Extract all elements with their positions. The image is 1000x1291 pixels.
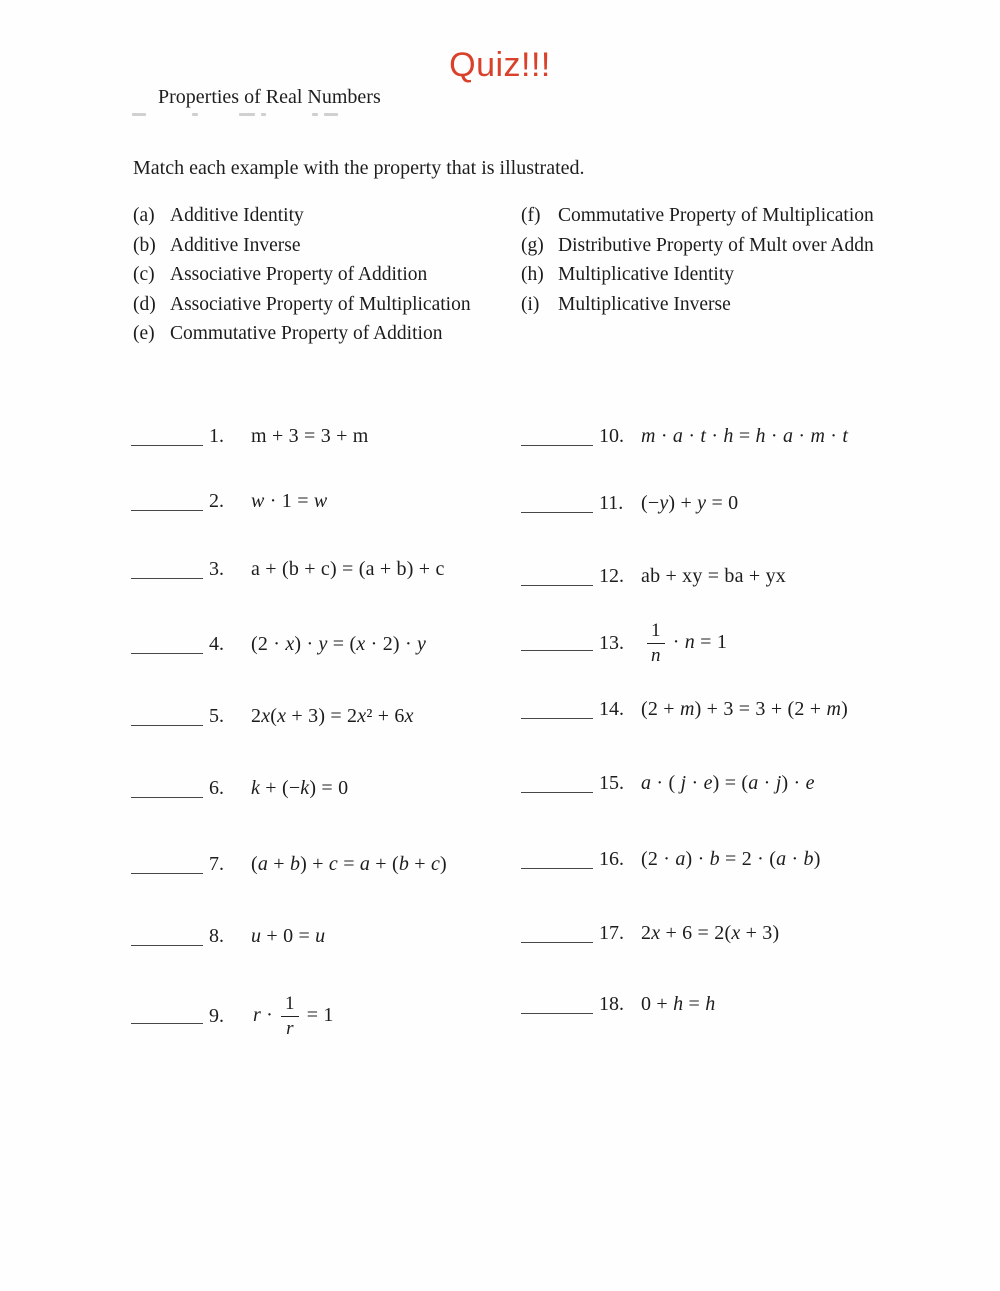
property-key: (g) (521, 234, 544, 256)
question-row-2 (131, 490, 327, 513)
answer-blank[interactable] (131, 931, 203, 946)
question-row-17 (521, 922, 779, 945)
answer-blank[interactable] (521, 704, 593, 719)
question-row-14 (521, 698, 848, 721)
property-label: Associative Property of Multiplication (170, 293, 471, 315)
question-row-12 (521, 565, 786, 588)
question-row-16 (521, 848, 821, 871)
question-equation: 2x + 6 = 2(x + 3) (641, 922, 780, 944)
answer-blank[interactable] (131, 564, 203, 579)
property-label: Distributive Property of Mult over Addn (558, 234, 874, 256)
property-key: (h) (521, 264, 544, 286)
property-label: Commutative Property of Multiplication (558, 205, 874, 226)
fraction (281, 993, 299, 1039)
question-number: 15. (599, 772, 624, 794)
question-row-1 (131, 425, 369, 448)
fraction-numerator: 1 (647, 620, 665, 643)
fraction-denominator: r (286, 1017, 294, 1039)
answer-blank[interactable] (131, 639, 203, 654)
equation-suffix: · n = 1 (672, 630, 728, 653)
answer-blank[interactable] (131, 496, 203, 511)
question-equation: m + 3 = 3 + m (251, 425, 369, 447)
question-number: 17. (599, 922, 624, 944)
property-label: Additive Inverse (170, 234, 301, 256)
question-equation: 0 + h = h (641, 993, 716, 1015)
question-number: 10. (599, 425, 624, 447)
question-equation: (2 · a) · b = 2 · (a · b) (641, 848, 821, 870)
question-row-4 (131, 633, 426, 656)
answer-blank[interactable] (521, 636, 593, 651)
property-item-a (133, 201, 471, 231)
answer-blank[interactable] (521, 571, 593, 586)
equation-prefix: r · (253, 1003, 274, 1026)
answer-blank[interactable] (521, 431, 593, 446)
question-number: 2. (209, 490, 224, 512)
clipped-text-artifact-bar (132, 113, 146, 116)
question-equation (251, 993, 336, 1039)
answer-blank[interactable] (521, 854, 593, 869)
question-number: 3. (209, 558, 224, 580)
property-item-g (521, 231, 874, 261)
answer-blank[interactable] (521, 928, 593, 943)
question-equation: ab + xy = ba + yx (641, 565, 786, 587)
property-key: (d) (133, 293, 156, 315)
fraction-numerator: 1 (281, 993, 299, 1016)
question-equation: k + (−k) = 0 (251, 777, 349, 799)
question-equation: u + 0 = u (251, 925, 326, 947)
property-key: (b) (133, 234, 156, 256)
question-equation: (2 · x) · y = (x · 2) · y (251, 633, 427, 655)
question-row-18 (521, 993, 715, 1016)
question-number: 14. (599, 698, 624, 720)
question-number: 9. (209, 1004, 224, 1027)
question-row-3 (131, 558, 445, 581)
property-key: (f) (521, 205, 541, 226)
question-number: 18. (599, 993, 624, 1015)
property-item-f (521, 201, 874, 231)
property-list-right (521, 201, 874, 319)
property-item-h (521, 260, 874, 290)
clipped-text-artifact-bar (192, 113, 198, 116)
answer-blank[interactable] (521, 778, 593, 793)
answer-blank[interactable] (131, 711, 203, 726)
property-label: Associative Property of Addition (170, 264, 428, 286)
quiz-title: Quiz!!! (449, 46, 551, 84)
fraction-denominator: n (651, 644, 661, 666)
question-row-6 (131, 777, 348, 800)
question-number: 12. (599, 565, 624, 587)
question-row-13 (521, 617, 729, 669)
question-equation: a + (b + c) = (a + b) + c (251, 558, 445, 580)
property-label: Commutative Property of Addition (170, 323, 443, 345)
question-equation (641, 620, 729, 666)
question-row-9 (131, 990, 336, 1042)
question-equation: w · 1 = w (251, 490, 328, 512)
property-key: (a) (133, 205, 155, 226)
property-list-left (133, 201, 471, 349)
question-number: 11. (599, 492, 624, 514)
question-equation: a · ( j · e) = (a · j) · e (641, 772, 815, 794)
question-equation: 2x(x + 3) = 2x² + 6x (251, 705, 414, 727)
question-row-15 (521, 772, 815, 795)
answer-blank[interactable] (521, 999, 593, 1014)
question-equation: (a + b) + c = a + (b + c) (251, 853, 447, 875)
property-label: Additive Identity (170, 205, 304, 226)
equation-suffix: = 1 (306, 1003, 334, 1026)
question-number: 4. (209, 633, 224, 655)
question-equation: (2 + m) + 3 = 3 + (2 + m) (641, 698, 848, 720)
answer-blank[interactable] (131, 431, 203, 446)
fraction (647, 620, 665, 666)
instruction-text: Match each example with the property that is illustrated. (133, 157, 585, 179)
question-number: 8. (209, 925, 224, 947)
worksheet-title: Properties of Real Numbers (158, 86, 381, 108)
question-number: 5. (209, 705, 224, 727)
question-row-5 (131, 705, 414, 728)
property-item-b (133, 231, 471, 261)
answer-blank[interactable] (131, 859, 203, 874)
property-label: Multiplicative Inverse (558, 293, 731, 315)
property-key: (e) (133, 323, 155, 345)
clipped-text-artifact-bar (261, 113, 266, 116)
clipped-text-artifact-bar (324, 113, 338, 116)
question-row-10 (521, 425, 848, 448)
question-equation: (−y) + y = 0 (641, 492, 739, 514)
clipped-text-artifact-bar (239, 113, 255, 116)
question-number: 16. (599, 848, 624, 870)
property-key: (c) (133, 264, 155, 286)
answer-blank[interactable] (521, 498, 593, 513)
question-number: 7. (209, 853, 224, 875)
question-number: 1. (209, 425, 224, 447)
question-row-8 (131, 925, 325, 948)
question-row-7 (131, 853, 447, 876)
property-label: Multiplicative Identity (558, 264, 735, 286)
question-equation: m · a · t · h = h · a · m · t (641, 425, 849, 447)
property-item-e (133, 319, 471, 349)
clipped-text-artifact-bar (312, 113, 318, 116)
answer-blank[interactable] (131, 1009, 203, 1024)
property-key: (i) (521, 293, 540, 315)
property-item-d (133, 290, 471, 320)
answer-blank[interactable] (131, 783, 203, 798)
property-item-c (133, 260, 471, 290)
question-number: 13. (599, 631, 624, 654)
question-row-11 (521, 492, 738, 515)
property-item-i (521, 290, 874, 320)
question-number: 6. (209, 777, 224, 799)
